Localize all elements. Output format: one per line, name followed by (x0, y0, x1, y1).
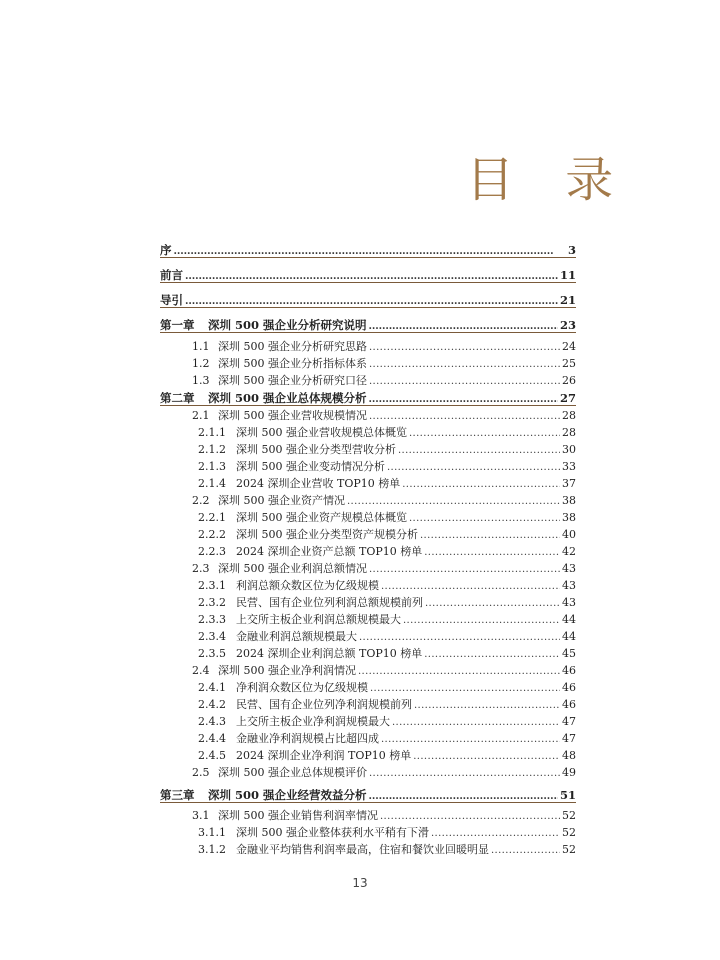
toc-entry-text: 深圳 500 强企业总体规模分析 (208, 391, 367, 405)
toc-entry-number: 3.1.1 (198, 826, 226, 839)
toc-entry-text: 深圳 500 强企业分析研究思路 (218, 340, 367, 353)
toc-entry-page: 51 (559, 788, 576, 802)
toc-entry[interactable] (160, 785, 576, 803)
toc-entry-page: 11 (559, 268, 576, 282)
toc-entry-text: 深圳 500 强企业分析指标体系 (218, 357, 367, 370)
dot-leader (369, 391, 558, 405)
toc-entry-text: 深圳 500 强企业经营效益分析 (208, 788, 367, 802)
dot-leader (491, 843, 560, 857)
toc-entry-title (160, 426, 407, 440)
dot-leader (174, 243, 566, 257)
toc-entry-number: 1.3 (192, 374, 210, 387)
toc-entry-title (160, 826, 429, 840)
toc-entry-number: 2.3.4 (198, 630, 226, 643)
toc-entry-number: 2.4.1 (198, 681, 226, 694)
toc-entry-title (160, 681, 368, 695)
toc-entry-title (160, 562, 367, 576)
toc-entry[interactable] (160, 823, 576, 840)
dot-leader (402, 477, 560, 491)
toc-entry-page: 43 (562, 579, 576, 592)
toc-entry-number: 第一章 (160, 318, 195, 332)
toc-entry-number: 1.1 (192, 340, 210, 353)
toc-entry-number: 2.1.1 (198, 426, 226, 439)
dot-leader (381, 732, 560, 746)
toc-entry-page: 47 (562, 715, 576, 728)
toc-entry-page: 45 (562, 647, 576, 660)
toc-entry-number: 3.1.2 (198, 843, 226, 856)
toc-entry-page: 49 (562, 766, 576, 779)
toc-entry-number: 2.2.2 (198, 528, 226, 541)
dot-leader (369, 357, 560, 371)
dot-leader (358, 664, 560, 678)
toc-entry-text: 上交所主板企业利润总额规模最大 (236, 613, 401, 626)
toc-entry[interactable] (160, 474, 576, 491)
dot-leader (409, 511, 560, 525)
toc-entry-text: 净利润众数区位为亿级规模 (236, 681, 368, 694)
dot-leader (398, 443, 560, 457)
toc-entry-page: 21 (559, 293, 576, 307)
toc-entry-title (160, 409, 367, 423)
toc-entry-number: 2.1 (192, 409, 210, 422)
toc-entry[interactable] (160, 610, 576, 627)
toc-entry[interactable] (160, 315, 576, 333)
toc-entry[interactable] (160, 806, 576, 823)
dot-leader (185, 268, 558, 282)
toc-entry[interactable] (160, 406, 576, 423)
toc-entry[interactable] (160, 729, 576, 746)
toc-entry-title (160, 749, 411, 763)
toc-entry-page: 52 (562, 826, 576, 839)
toc-entry-page: 52 (562, 843, 576, 856)
dot-leader (369, 788, 558, 802)
toc-entry[interactable] (160, 840, 576, 857)
toc-entry-page: 46 (562, 664, 576, 677)
toc-entry[interactable] (160, 542, 576, 559)
toc-entry-number: 2.4.4 (198, 732, 226, 745)
toc-entry-number: 2.3.1 (198, 579, 226, 592)
toc-entry-text: 深圳 500 强企业营收规模情况 (218, 409, 367, 422)
toc-entry-title (160, 579, 379, 593)
toc-entry-page: 27 (559, 391, 576, 405)
toc-entry-page: 44 (562, 613, 576, 626)
dot-leader (387, 460, 560, 474)
toc-entry-title (160, 732, 379, 746)
toc-entry[interactable] (160, 423, 576, 440)
toc-entry-title (160, 443, 396, 457)
toc-entry-number: 2.2 (192, 494, 210, 507)
toc-entry-text: 深圳 500 强企业分类型资产规模分析 (236, 528, 418, 541)
dot-leader (369, 318, 558, 332)
toc-entry-title (160, 293, 183, 307)
toc-entry-page: 40 (562, 528, 576, 541)
toc-entry[interactable] (160, 695, 576, 712)
toc-entry-text: 金融业利润总额规模最大 (236, 630, 357, 643)
toc-entry-number: 2.3.2 (198, 596, 226, 609)
toc-entry-page: 47 (562, 732, 576, 745)
toc-entry-title (160, 460, 385, 474)
toc-entry-page: 28 (562, 409, 576, 422)
toc-entry-title (160, 243, 172, 257)
toc-entry[interactable] (160, 644, 576, 661)
toc-entry-title (160, 545, 422, 559)
toc-entry[interactable] (160, 265, 576, 283)
dot-leader (425, 596, 560, 610)
toc-entry-text: 深圳 500 强企业销售利润率情况 (218, 809, 378, 822)
toc-entry-page: 43 (562, 562, 576, 575)
toc-entry-page: 38 (562, 494, 576, 507)
toc-entry[interactable] (160, 491, 576, 508)
dot-leader (369, 340, 560, 354)
dot-leader (370, 681, 560, 695)
toc-entry-number: 2.1.2 (198, 443, 226, 456)
toc-entry-text: 深圳 500 强企业分析研究口径 (218, 374, 367, 387)
toc-entry-page: 48 (562, 749, 576, 762)
toc-entry[interactable] (160, 559, 576, 576)
toc-entry-title (160, 357, 367, 371)
toc-entry-text: 深圳 500 强企业整体获利水平稍有下滑 (236, 826, 429, 839)
toc-entry-title (160, 596, 423, 610)
toc-entry-number: 2.3.5 (198, 647, 226, 660)
toc-entry-number: 第二章 (160, 391, 195, 405)
dot-leader (414, 698, 560, 712)
toc-entry-number: 第三章 (160, 788, 195, 802)
dot-leader (424, 545, 560, 559)
toc-entry-text: 深圳 500 强企业营收规模总体概览 (236, 426, 407, 439)
toc-entry[interactable] (160, 371, 576, 388)
dot-leader (413, 749, 560, 763)
toc-entry[interactable] (160, 525, 576, 542)
toc-entry-page: 33 (562, 460, 576, 473)
toc-entry-text: 民营、国有企业位列利润总额规模前列 (236, 596, 423, 609)
toc-entry-text: 上交所主板企业净利润规模最大 (236, 715, 390, 728)
toc-entry-number: 2.3.3 (198, 613, 226, 626)
toc-entry-title (160, 647, 422, 661)
toc-entry[interactable] (160, 388, 576, 406)
dot-leader (431, 826, 560, 840)
toc-entry-title (160, 511, 407, 525)
toc-entry-page: 23 (559, 318, 576, 332)
toc-entry-text: 民营、国有企业位列净利润规模前列 (236, 698, 412, 711)
toc-entry-number: 2.4.3 (198, 715, 226, 728)
toc-entry[interactable] (160, 746, 576, 763)
toc-entry-text: 深圳 500 强企业净利润情况 (218, 664, 356, 677)
toc-entry-page: 46 (562, 681, 576, 694)
toc-entry-title (160, 843, 489, 857)
dot-leader (420, 528, 560, 542)
toc-entry-number: 2.4.2 (198, 698, 226, 711)
dot-leader (409, 426, 560, 440)
toc-entry-number: 2.2.3 (198, 545, 226, 558)
toc-entry[interactable] (160, 678, 576, 695)
toc-entry-number: 2.1.3 (198, 460, 226, 473)
toc-entry-text: 深圳 500 强企业总体规模评价 (218, 766, 367, 779)
toc-entry[interactable] (160, 440, 576, 457)
toc-entry[interactable] (160, 576, 576, 593)
toc-entry-title (160, 664, 356, 678)
dot-leader (359, 630, 560, 644)
toc-entry-number: 2.4 (192, 664, 210, 677)
dot-leader (369, 374, 560, 388)
toc-entry-title (160, 494, 345, 508)
toc-entry-number: 2.2.1 (198, 511, 226, 524)
toc-entry-number: 2.3 (192, 562, 210, 575)
toc-entry-text: 深圳 500 强企业分类型营收分析 (236, 443, 396, 456)
toc-entry[interactable] (160, 627, 576, 644)
toc-entry-title (160, 766, 367, 780)
toc-entry[interactable] (160, 712, 576, 729)
toc-entry-text: 深圳 500 强企业利润总额情况 (218, 562, 367, 575)
toc-entry-title (160, 528, 418, 542)
toc-entry-number: 2.4.5 (198, 749, 226, 762)
dot-leader (185, 293, 558, 307)
dot-leader (347, 494, 560, 508)
toc-entry-page: 38 (562, 511, 576, 524)
toc-entry-number: 2.5 (192, 766, 210, 779)
dot-leader (424, 647, 560, 661)
toc-entry-title (160, 268, 183, 282)
toc-entry-number: 1.2 (192, 357, 210, 370)
toc-entry-text: 深圳 500 强企业分析研究说明 (208, 318, 367, 332)
toc-entry-title (160, 391, 367, 405)
toc-entry-page: 37 (562, 477, 576, 490)
toc-entry-title (160, 630, 357, 644)
toc-entry-text: 导引 (160, 293, 183, 307)
toc-entry-number: 3.1 (192, 809, 210, 822)
toc-entry-text: 前言 (160, 268, 183, 282)
dot-leader (369, 409, 560, 423)
toc-entry-title (160, 715, 390, 729)
toc-entry-page: 44 (562, 630, 576, 643)
toc-entry-title (160, 809, 378, 823)
page-number: 13 (352, 876, 368, 890)
dot-leader (369, 766, 560, 780)
dot-leader (403, 613, 560, 627)
toc-entry-text: 深圳 500 强企业资产情况 (218, 494, 345, 507)
toc-entry[interactable] (160, 337, 576, 354)
toc-entry-page: 3 (567, 243, 576, 257)
toc-entry[interactable] (160, 508, 576, 525)
toc-entry-title (160, 477, 400, 491)
toc-entry-text: 2024 深圳企业利润总额 TOP10 榜单 (236, 647, 423, 660)
toc-entry[interactable] (160, 457, 576, 474)
toc-entry-title (160, 698, 412, 712)
toc-entry-title (160, 340, 367, 354)
dot-leader (381, 579, 560, 593)
toc-entry-title (160, 318, 367, 332)
dot-leader (369, 562, 560, 576)
toc-entry-title (160, 374, 367, 388)
toc-entry-page: 25 (562, 357, 576, 370)
toc-entry-page: 42 (562, 545, 576, 558)
toc-entry-title (160, 788, 367, 802)
toc-entry-title (160, 613, 401, 627)
toc-entry-text: 深圳 500 强企业变动情况分析 (236, 460, 385, 473)
dot-leader (380, 809, 560, 823)
toc-entry-text: 金融业净利润规模占比超四成 (236, 732, 379, 745)
toc-entry-text: 利润总额众数区位为亿级规模 (236, 579, 379, 592)
toc-entry[interactable] (160, 763, 576, 780)
toc-entry-text: 金融业平均销售利润率最高，住宿和餐饮业回暖明显 (236, 843, 489, 856)
toc-entry[interactable] (160, 354, 576, 371)
toc-entry-page: 24 (562, 340, 576, 353)
toc-entry[interactable] (160, 661, 576, 678)
toc-entry[interactable] (160, 290, 576, 308)
toc-entry-text: 序 (160, 243, 172, 257)
toc-entry-page: 26 (562, 374, 576, 387)
toc-entry[interactable] (160, 240, 576, 258)
dot-leader (392, 715, 560, 729)
toc-entry-page: 46 (562, 698, 576, 711)
toc-entry-text: 2024 深圳企业营收 TOP10 榜单 (236, 477, 401, 490)
toc-entry[interactable] (160, 593, 576, 610)
toc-entry-page: 28 (562, 426, 576, 439)
toc-entry-text: 深圳 500 强企业资产规模总体概览 (236, 511, 407, 524)
toc-entry-page: 30 (562, 443, 576, 456)
toc-entry-page: 52 (562, 809, 576, 822)
toc-entry-text: 2024 深圳企业净利润 TOP10 榜单 (236, 749, 412, 762)
page-title: 目 录 (466, 152, 632, 208)
toc-entry-text: 2024 深圳企业资产总额 TOP10 榜单 (236, 545, 423, 558)
toc-entry-page: 43 (562, 596, 576, 609)
toc-entry-number: 2.1.4 (198, 477, 226, 490)
